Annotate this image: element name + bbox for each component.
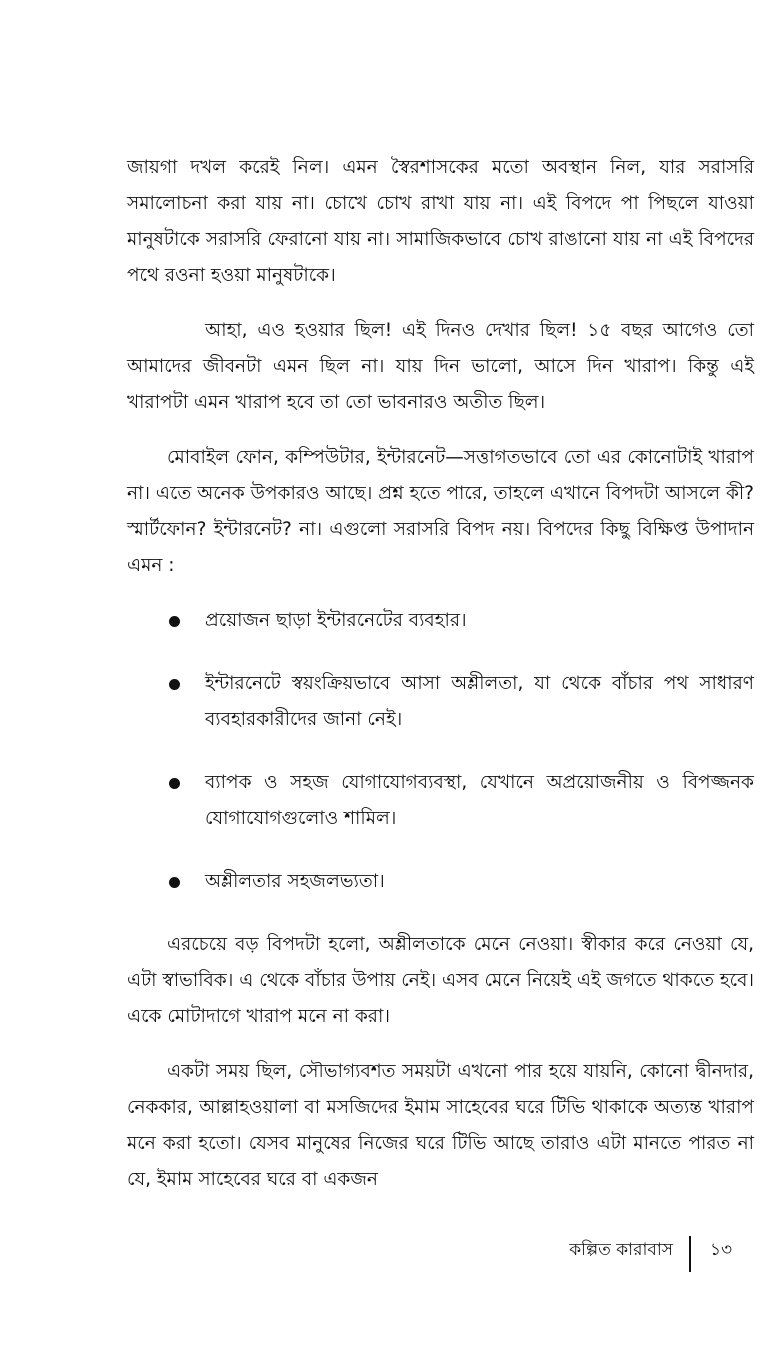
list-item-text: ব্যাপক ও সহজ যোগাযোগব্যবস্থা, যেখানে অপ্রয়োজনীয় ও বিপজ্জনক যোগাযোগগুলোও শামিল। — [205, 772, 754, 829]
bullet-icon — [169, 778, 180, 789]
bullet-icon — [169, 616, 180, 627]
paragraph: এরচেয়ে বড় বিপদটা হলো, অশ্লীলতাকে মেনে নেওয়া। স্বীকার করে নেওয়া যে, এটা স্বাভাবিক। এ থেকে বাঁচার উপায় নেই। এসব মেনে নিয়েই এই জগতে থাকতে হবে। একে মোটাদাগে খারাপ মনে না করা। — [127, 934, 754, 1027]
bullet-list — [127, 603, 754, 900]
footer-divider — [689, 1236, 691, 1272]
running-book-title: কল্পিত কারাবাস — [569, 1240, 673, 1260]
paragraph: মোবাইল ফোন, কম্পিউটার, ইন্টারনেট—সত্তাগতভাবে তো এর কোনোটাই খারাপ না। এতে অনেক উপকারও আছে। প্রশ্ন হতে পারে, তাহলে এখানে বিপদটা আসলে কী? স্মার্টফোন? ইন্টারনেট? না। এগুলো সরাসরি বিপদ নয়। বিপদের কিছু বিক্ষিপ্ত উপাদান এমন : — [127, 447, 754, 576]
bullet-icon — [169, 877, 180, 888]
list-item — [127, 666, 754, 738]
list-item-text: প্রয়োজন ছাড়া ইন্টারনেটের ব্যবহার। — [205, 610, 467, 631]
list-item — [127, 864, 754, 900]
list-item-text: ইন্টারনেটে স্বয়ংক্রিয়ভাবে আসা অশ্লীলতা, যা থেকে বাঁচার পথ সাধারণ ব্যবহারকারীদের জানা নেই। — [205, 673, 754, 730]
page-body — [127, 150, 754, 1217]
bullet-icon — [169, 679, 180, 690]
paragraph-continued: জায়গা দখল করেই নিল। এমন স্বৈরশাসকের মতো অবস্থান নিল, যার সরাসরি সমালোচনা করা যায় না। চোখে চোখ রাখা যায় না। এই বিপদে পা পিছলে যাওয়া মানুষটাকে সরাসরি ফেরানো যায় না। সামাজিকভাবে চোখ রাঙানো যায় না এই বিপদের পথে রওনা হওয়া মানুষটাকে। — [127, 157, 754, 286]
page-footer — [0, 1228, 778, 1272]
list-item — [127, 765, 754, 837]
paragraph: একটা সময় ছিল, সৌভাগ্যবশত সময়টা এখনো পার হয়ে যায়নি, কোনো দ্বীনদার, নেককার, আল্লাহওয়ালা বা মসজিদের ইমাম সাহেবের ঘরে টিভি থাকাকে অত্যন্ত খারাপ মনে করা হতো। যেসব মানুষের নিজের ঘরে টিভি আছে তারাও এটা মানতে পারত না যে, ইমাম সাহেবের ঘরে বা একজন — [127, 1061, 754, 1190]
page-number: ১৩ — [710, 1240, 733, 1260]
list-item — [127, 603, 754, 639]
list-item-text: অশ্লীলতার সহজলভ্যতা। — [205, 871, 385, 892]
paragraph: আহা, এও হওয়ার ছিল! এই দিনও দেখার ছিল! ১৫ বছর আগেও তো আমাদের জীবনটা এমন ছিল না। যায় দিন ভালো, আসে দিন খারাপ। কিন্তু এই খারাপটা এমন খারাপ হবে তা তো ভাবনারও অতীত ছিল। — [127, 320, 754, 413]
